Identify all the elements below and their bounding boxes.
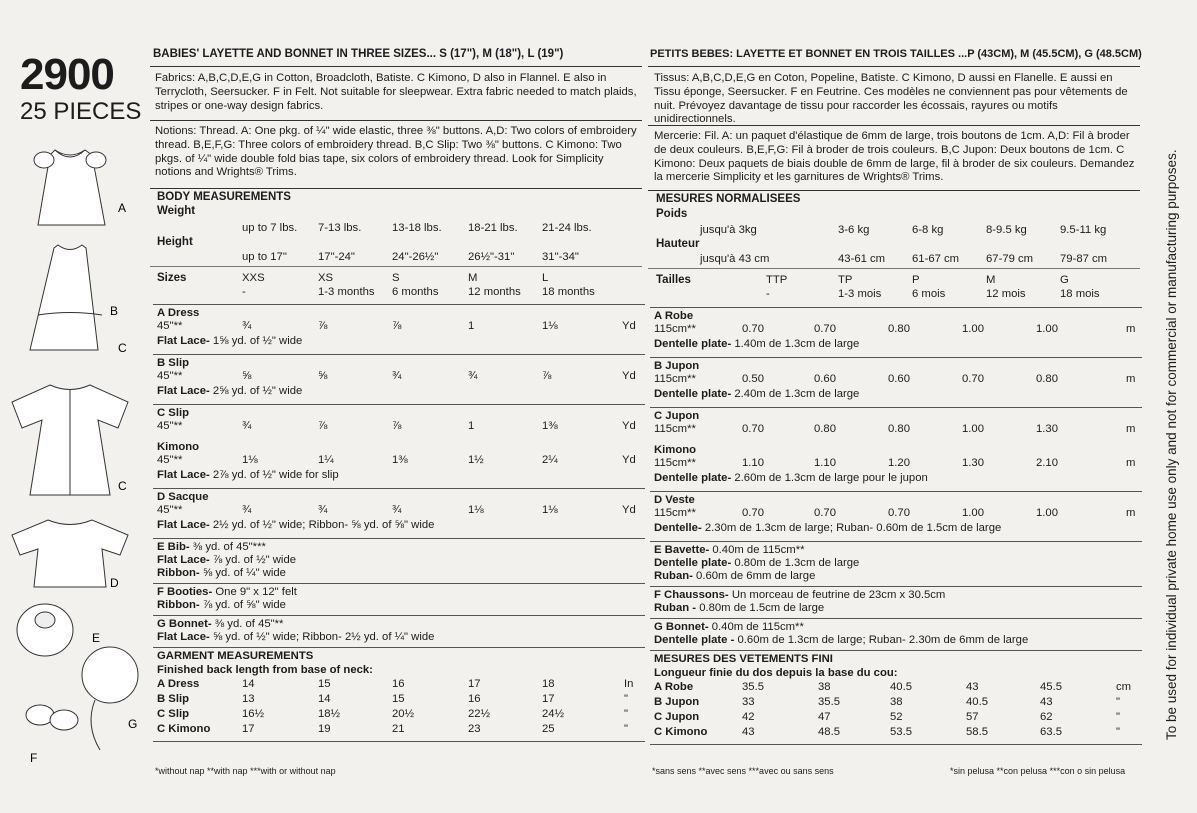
fr-yardage-unit: m — [1126, 373, 1136, 385]
en-size-value: XXS — [242, 272, 265, 284]
en-yardage-value: ¾ — [242, 320, 252, 332]
pattern-number: 2900 — [20, 50, 114, 99]
fr-garment-value: 40.5 — [966, 696, 988, 708]
fr-garment-value: 53.5 — [890, 726, 912, 738]
fr-yardage-value: 1.00 — [1036, 507, 1058, 519]
en-garment-value: 23 — [468, 723, 481, 735]
figure-a-dress-icon — [10, 140, 140, 235]
fr-weight-value: 9.5-11 kg — [1060, 224, 1107, 236]
en-yardage-value: ⅝ — [318, 370, 328, 382]
french-height-label: Hauteur — [656, 238, 700, 250]
fr-yardage-value: 0.60 — [814, 373, 836, 385]
fr-garment-value: 58.5 — [966, 726, 988, 738]
fr-yardage-row-name: Kimono — [654, 444, 697, 456]
fr-notion-line: G Bonnet- 0.40m de 115cm** — [654, 621, 804, 633]
en-yardage-row-name: A Dress — [157, 307, 200, 319]
en-height-value: 17"-24" — [318, 251, 355, 263]
en-garment-row-name: C Kimono — [157, 723, 211, 735]
fr-yardage-row-name: D Veste — [654, 494, 695, 506]
en-yardage-row-name: Kimono — [157, 441, 200, 453]
fr-yardage-notes: Dentelle plate- 2.60m de 1.3cm de large pour le jupon — [654, 472, 928, 484]
en-garment-unit: " — [624, 708, 629, 720]
fr-weight-value: 6-8 kg — [912, 224, 944, 236]
fr-garment-value: 45.5 — [1040, 681, 1062, 693]
fr-weight-value: jusqu'à 3kg — [700, 224, 757, 236]
en-garment-row-name: C Slip — [157, 708, 190, 720]
fr-notion-line: Dentelle plate- 0.80m de 1.3cm de large — [654, 557, 860, 569]
english-height-label: Height — [157, 236, 193, 248]
en-notion-line: Ribbon- ⅝ yd. of ¼" wide — [157, 567, 286, 579]
en-garment-value: 16½ — [242, 708, 264, 720]
en-yardage-value: ¾ — [318, 504, 328, 516]
en-garment-value: 15 — [392, 693, 405, 705]
fr-yardage-value: 1.20 — [888, 457, 910, 469]
en-garment-value: 19 — [318, 723, 331, 735]
en-yardage-value: ¾ — [242, 420, 252, 432]
en-yardage-notes: Flat Lace- 2⅝ yd. of ½" wide — [157, 385, 303, 397]
en-yardage-notes: Flat Lace- 2⅞ yd. of ½" wide for slip — [157, 469, 339, 481]
usage-disclaimer: To be used for individual private home use only and not for commercial or manufacturing purposes. — [1164, 149, 1179, 740]
svg-text:C: C — [118, 479, 127, 493]
fr-yardage-value: 0.70 — [742, 423, 764, 435]
french-weight-label: Poids — [656, 208, 688, 220]
en-garment-unit: " — [624, 693, 629, 705]
fr-yardage-value: 1.00 — [962, 423, 984, 435]
en-yardage-row-width: 45"** — [157, 320, 183, 332]
fr-yardage-row-width: 115cm** — [654, 423, 696, 435]
french-fabrics: Tissus: A,B,C,D,E,G en Coton, Popeline, Batiste. C Kimono, D aussi en Flanelle. E aussi en Tissu éponge, Seersucker. F en Feutrine. Ces modèles ne conviennent pas pour vêtements de nuit. Prévoyez davantage de tissu pour raccorder les écossais, rayures ou motifs unidirectionnels. — [654, 72, 1128, 126]
fr-yardage-value: 0.80 — [888, 323, 910, 335]
fr-yardage-value: 1.10 — [814, 457, 836, 469]
en-garment-value: 21 — [392, 723, 405, 735]
en-garment-value: 16 — [468, 693, 481, 705]
fr-height-value: 61-67 cm — [912, 253, 960, 265]
en-size-age: 12 months — [468, 286, 521, 298]
en-yardage-value: ⅞ — [318, 420, 328, 432]
svg-text:G: G — [128, 717, 138, 731]
en-yardage-row-width: 45"** — [157, 370, 183, 382]
en-yardage-row-width: 45"** — [157, 454, 183, 466]
en-height-value: 26½"-31" — [468, 251, 515, 263]
en-garment-value: 20½ — [392, 708, 414, 720]
fr-yardage-value: 0.70 — [742, 323, 764, 335]
en-garment-value: 18 — [542, 678, 555, 690]
fr-yardage-row-name: A Robe — [654, 310, 694, 322]
fr-yardage-value: 0.70 — [888, 507, 910, 519]
fr-garment-unit: " — [1116, 711, 1121, 723]
french-footnote-left: *sans sens **avec sens ***avec ou sans sens — [652, 766, 834, 776]
en-yardage-value: 1¼ — [318, 454, 334, 466]
figure-fg-booties-bonnet-icon — [10, 680, 150, 780]
en-notion-line: Ribbon- ⅞ yd. of ⅝" wide — [157, 599, 286, 611]
fr-yardage-unit: m — [1126, 457, 1136, 469]
fr-size-value: TTP — [766, 274, 788, 286]
french-footnote-right: *sin pelusa **con pelusa ***con o sin pelusa — [950, 766, 1126, 776]
svg-text:E: E — [92, 631, 101, 645]
en-notion-line: G Bonnet- ⅜ yd. of 45"** — [157, 618, 284, 630]
en-weight-value: 18-21 lbs. — [468, 222, 518, 234]
en-yardage-value: 1⅛ — [542, 320, 558, 332]
fr-size-age: - — [766, 288, 770, 300]
en-garment-value: 14 — [242, 678, 255, 690]
en-yardage-value: 2¼ — [542, 454, 558, 466]
french-title: PETITS BEBES: LAYETTE ET BONNET EN TROIS TAILLES ...P (43CM), M (45.5CM), G (48.5CM) — [650, 48, 1142, 60]
fr-garment-value: 43 — [966, 681, 979, 693]
en-yardage-row-width: 45"** — [157, 420, 183, 432]
fr-garment-value: 35.5 — [742, 681, 764, 693]
fr-yardage-value: 1.30 — [962, 457, 984, 469]
english-sizes-label: Sizes — [157, 272, 187, 284]
fr-garment-value: 62 — [1040, 711, 1053, 723]
fr-yardage-value: 0.70 — [742, 507, 764, 519]
en-yardage-notes: Flat Lace- 1⅝ yd. of ½" wide — [157, 335, 303, 347]
fr-size-age: 6 mois — [912, 288, 946, 300]
fr-yardage-unit: m — [1126, 507, 1136, 519]
en-size-value: XS — [318, 272, 334, 284]
fr-size-value: P — [912, 274, 920, 286]
en-garment-value: 16 — [392, 678, 405, 690]
en-size-age: 1-3 months — [318, 286, 375, 298]
fr-yardage-value: 1.00 — [1036, 323, 1058, 335]
fr-garment-value: 48.5 — [818, 726, 840, 738]
en-yardage-value: 1 — [468, 320, 475, 332]
fr-height-value: 79-87 cm — [1060, 253, 1108, 265]
en-garment-value: 17 — [468, 678, 481, 690]
fr-garment-value: 43 — [742, 726, 755, 738]
fr-notion-line: Dentelle plate - 0.60m de 1.3cm de large; Ruban- 2.30m de 6mm de large — [654, 634, 1029, 646]
french-body-measurements: MESURES NORMALISEES — [656, 193, 801, 205]
svg-text:B: B — [110, 304, 119, 318]
en-garment-title: GARMENT MEASUREMENTS — [157, 650, 314, 662]
svg-text:F: F — [30, 751, 38, 765]
fr-yardage-notes: Dentelle plate- 2.40m de 1.3cm de large — [654, 388, 860, 400]
fr-garment-unit: " — [1116, 726, 1121, 738]
fr-garment-row-name: C Jupon — [654, 711, 700, 723]
french-sizes-label: Tailles — [656, 274, 691, 286]
en-yardage-value: ⅞ — [392, 320, 402, 332]
fr-garment-title: MESURES DES VETEMENTS FINI — [654, 653, 833, 665]
fr-yardage-value: 0.50 — [742, 373, 764, 385]
fr-height-value: 43-61 cm — [838, 253, 886, 265]
fr-height-value: jusqu'à 43 cm — [700, 253, 770, 265]
fr-garment-value: 42 — [742, 711, 755, 723]
fr-garment-value: 35.5 — [818, 696, 840, 708]
fr-yardage-notes: Dentelle plate- 1.40m de 1.3cm de large — [654, 338, 860, 350]
fr-yardage-row-width: 115cm** — [654, 457, 696, 469]
en-yardage-row-name: C Slip — [157, 407, 190, 419]
fr-weight-value: 3-6 kg — [838, 224, 870, 236]
fr-size-age: 1-3 mois — [838, 288, 882, 300]
en-yardage-value: 1⅜ — [392, 454, 408, 466]
en-yardage-value: 1½ — [468, 454, 484, 466]
english-notions: Notions: Thread. A: One pkg. of ¼" wide elastic, three ⅜" buttons. A,D: Two colors of embroidery thread. B,E,F,G: Three colors of embroidery thread. B,C Slip: Two ⅜" buttons. C Kimono: Two pkgs. of ¼" wide double fold bias tape, six colors of embroidery thread. Look for Simplicity notions and Wrights® Trims. — [155, 125, 637, 179]
en-yardage-row-name: B Slip — [157, 357, 190, 369]
en-garment-value: 13 — [242, 693, 255, 705]
fr-size-age: 18 mois — [1060, 288, 1100, 300]
en-garment-row-name: B Slip — [157, 693, 190, 705]
figure-b-slip-icon — [10, 240, 140, 365]
en-yardage-value: ¾ — [468, 370, 478, 382]
fr-garment-value: 43 — [1040, 696, 1053, 708]
fr-yardage-value: 0.80 — [1036, 373, 1058, 385]
en-garment-value: 24½ — [542, 708, 564, 720]
en-weight-value: up to 7 lbs. — [242, 222, 298, 234]
english-footnote: *without nap **with nap ***with or without nap — [155, 766, 336, 776]
en-yardage-value: ⅞ — [542, 370, 552, 382]
en-yardage-unit: Yd — [622, 454, 636, 466]
en-weight-value: 13-18 lbs. — [392, 222, 442, 234]
en-yardage-value: 1⅜ — [542, 420, 558, 432]
fr-yardage-value: 0.80 — [814, 423, 836, 435]
en-size-value: S — [392, 272, 400, 284]
fr-garment-row-name: B Jupon — [654, 696, 700, 708]
fr-garment-row-name: C Kimono — [654, 726, 708, 738]
english-column — [153, 48, 640, 62]
en-garment-value: 17 — [542, 693, 555, 705]
fr-yardage-value: 1.00 — [962, 507, 984, 519]
en-yardage-unit: Yd — [622, 504, 636, 516]
fr-yardage-notes: Dentelle- 2.30m de 1.3cm de large; Ruban- 0.60m de 1.5cm de large — [654, 522, 1002, 534]
fr-garment-value: 38 — [818, 681, 831, 693]
en-garment-subtitle: Finished back length from base of neck: — [157, 664, 373, 676]
english-fabrics: Fabrics: A,B,C,D,E,G in Cotton, Broadcloth, Batiste. C Kimono, D also in Flannel. E also in Terrycloth, Seersucker. F in Felt. Not suitable for sleepwear. Extra fabric needed to match plaids, stripes or one-way design fabrics. — [155, 72, 637, 112]
svg-text:C: C — [118, 341, 127, 355]
english-title: BABIES' LAYETTE AND BONNET IN THREE SIZES... S (17"), M (18"), L (19") — [153, 48, 564, 60]
en-notion-line: Flat Lace- ⅝ yd. of ½" wide; Ribbon- 2½ yd. of ¼" wide — [157, 631, 435, 643]
en-yardage-value: ¾ — [392, 370, 402, 382]
fr-size-value: TP — [838, 274, 853, 286]
fr-garment-value: 57 — [966, 711, 979, 723]
en-weight-value: 7-13 lbs. — [318, 222, 362, 234]
en-yardage-value: ⅝ — [242, 370, 252, 382]
fr-size-age: 12 mois — [986, 288, 1026, 300]
en-size-age: 18 months — [542, 286, 595, 298]
en-notion-line: Flat Lace- ⅞ yd. of ½" wide — [157, 554, 297, 566]
en-garment-value: 25 — [542, 723, 555, 735]
en-yardage-value: 1⅛ — [242, 454, 258, 466]
fr-garment-value: 38 — [890, 696, 903, 708]
en-yardage-value: ¾ — [242, 504, 252, 516]
fr-garment-row-name: A Robe — [654, 681, 694, 693]
fr-yardage-unit: m — [1126, 423, 1136, 435]
figure-c-kimono-icon — [10, 380, 140, 505]
en-yardage-notes: Flat Lace- 2½ yd. of ½" wide; Ribbon- ⅝ yd. of ⅝" wide — [157, 519, 435, 531]
en-garment-value: 17 — [242, 723, 255, 735]
fr-yardage-row-name: B Jupon — [654, 360, 700, 372]
fr-garment-subtitle: Longueur finie du dos depuis la base du cou: — [654, 667, 898, 679]
fr-garment-value: 63.5 — [1040, 726, 1062, 738]
en-height-value: 24"-26½" — [392, 251, 439, 263]
fr-yardage-value: 1.10 — [742, 457, 764, 469]
fr-garment-value: 52 — [890, 711, 903, 723]
french-notions: Mercerie: Fil. A: un paquet d'élastique de 6mm de large, trois boutons de 1cm. A,D: Fil à broder de deux couleurs. B,E,F,G: Fil à broder de trois couleurs. B,C Jupon: Deux boutons de 1cm. C Kimono: Deux paquets de biais double de 6mm de large, fil à broder de six couleurs. Demandez la mercerie Simplicity et les garnitures de Wrights® Trims. — [654, 130, 1135, 184]
en-yardage-value: 1⅛ — [542, 504, 558, 516]
en-yardage-value: ¾ — [392, 504, 402, 516]
en-size-age: 6 months — [392, 286, 439, 298]
en-yardage-row-width: 45"** — [157, 504, 183, 516]
fr-yardage-row-width: 115cm** — [654, 507, 696, 519]
en-garment-unit: In — [624, 678, 634, 690]
en-weight-value: 21-24 lbs. — [542, 222, 592, 234]
fr-garment-value: 47 — [818, 711, 831, 723]
fr-yardage-row-name: C Jupon — [654, 410, 700, 422]
en-notion-line: E Bib- ⅜ yd. of 45"*** — [157, 541, 266, 553]
svg-text:D: D — [110, 576, 119, 590]
en-yardage-unit: Yd — [622, 320, 636, 332]
fr-yardage-value: 2.10 — [1036, 457, 1058, 469]
en-garment-unit: " — [624, 723, 629, 735]
en-yardage-value: 1 — [468, 420, 475, 432]
fr-size-value: M — [986, 274, 996, 286]
french-column — [650, 48, 1140, 62]
fr-garment-unit: " — [1116, 696, 1121, 708]
fr-weight-value: 8-9.5 kg — [986, 224, 1027, 236]
pieces-count: 25 PIECES — [20, 98, 142, 125]
en-garment-value: 22½ — [468, 708, 490, 720]
en-size-age: - — [242, 286, 246, 298]
en-yardage-row-name: D Sacque — [157, 491, 209, 503]
fr-yardage-unit: m — [1126, 323, 1136, 335]
en-size-value: L — [542, 272, 549, 284]
en-yardage-unit: Yd — [622, 370, 636, 382]
fr-yardage-value: 1.00 — [962, 323, 984, 335]
en-yardage-value: ⅞ — [318, 320, 328, 332]
figure-label: A — [118, 201, 127, 215]
en-height-value: 31"-34" — [542, 251, 579, 263]
fr-notion-line: Ruban- 0.60m de 6mm de large — [654, 570, 816, 582]
en-yardage-unit: Yd — [622, 420, 636, 432]
english-weight-label: Weight — [157, 205, 196, 217]
en-yardage-value: ⅞ — [392, 420, 402, 432]
fr-size-value: G — [1060, 274, 1069, 286]
en-garment-row-name: A Dress — [157, 678, 200, 690]
fr-garment-unit: cm — [1116, 681, 1132, 693]
fr-yardage-value: 0.60 — [888, 373, 910, 385]
figure-d-sacque-icon — [10, 515, 140, 600]
en-garment-value: 14 — [318, 693, 331, 705]
fr-yardage-value: 0.80 — [888, 423, 910, 435]
en-yardage-value: 1⅛ — [468, 504, 484, 516]
fr-yardage-row-width: 115cm** — [654, 323, 696, 335]
fr-yardage-value: 0.70 — [962, 373, 984, 385]
fr-notion-line: F Chaussons- Un morceau de feutrine de 23cm x 30.5cm — [654, 589, 946, 601]
en-size-value: M — [468, 272, 478, 284]
fr-yardage-value: 1.30 — [1036, 423, 1058, 435]
english-body-measurements: BODY MEASUREMENTS — [157, 191, 291, 203]
en-garment-value: 18½ — [318, 708, 340, 720]
fr-notion-line: Ruban - 0.80m de 1.5cm de large — [654, 602, 825, 614]
en-height-value: up to 17" — [242, 251, 287, 263]
fr-height-value: 67-79 cm — [986, 253, 1034, 265]
fr-garment-value: 40.5 — [890, 681, 912, 693]
fr-garment-value: 33 — [742, 696, 755, 708]
en-garment-value: 15 — [318, 678, 331, 690]
fr-yardage-value: 0.70 — [814, 507, 836, 519]
fr-yardage-row-width: 115cm** — [654, 373, 696, 385]
fr-yardage-value: 0.70 — [814, 323, 836, 335]
en-notion-line: F Booties- One 9" x 12" felt — [157, 586, 297, 598]
fr-notion-line: E Bavette- 0.40m de 115cm** — [654, 544, 805, 556]
